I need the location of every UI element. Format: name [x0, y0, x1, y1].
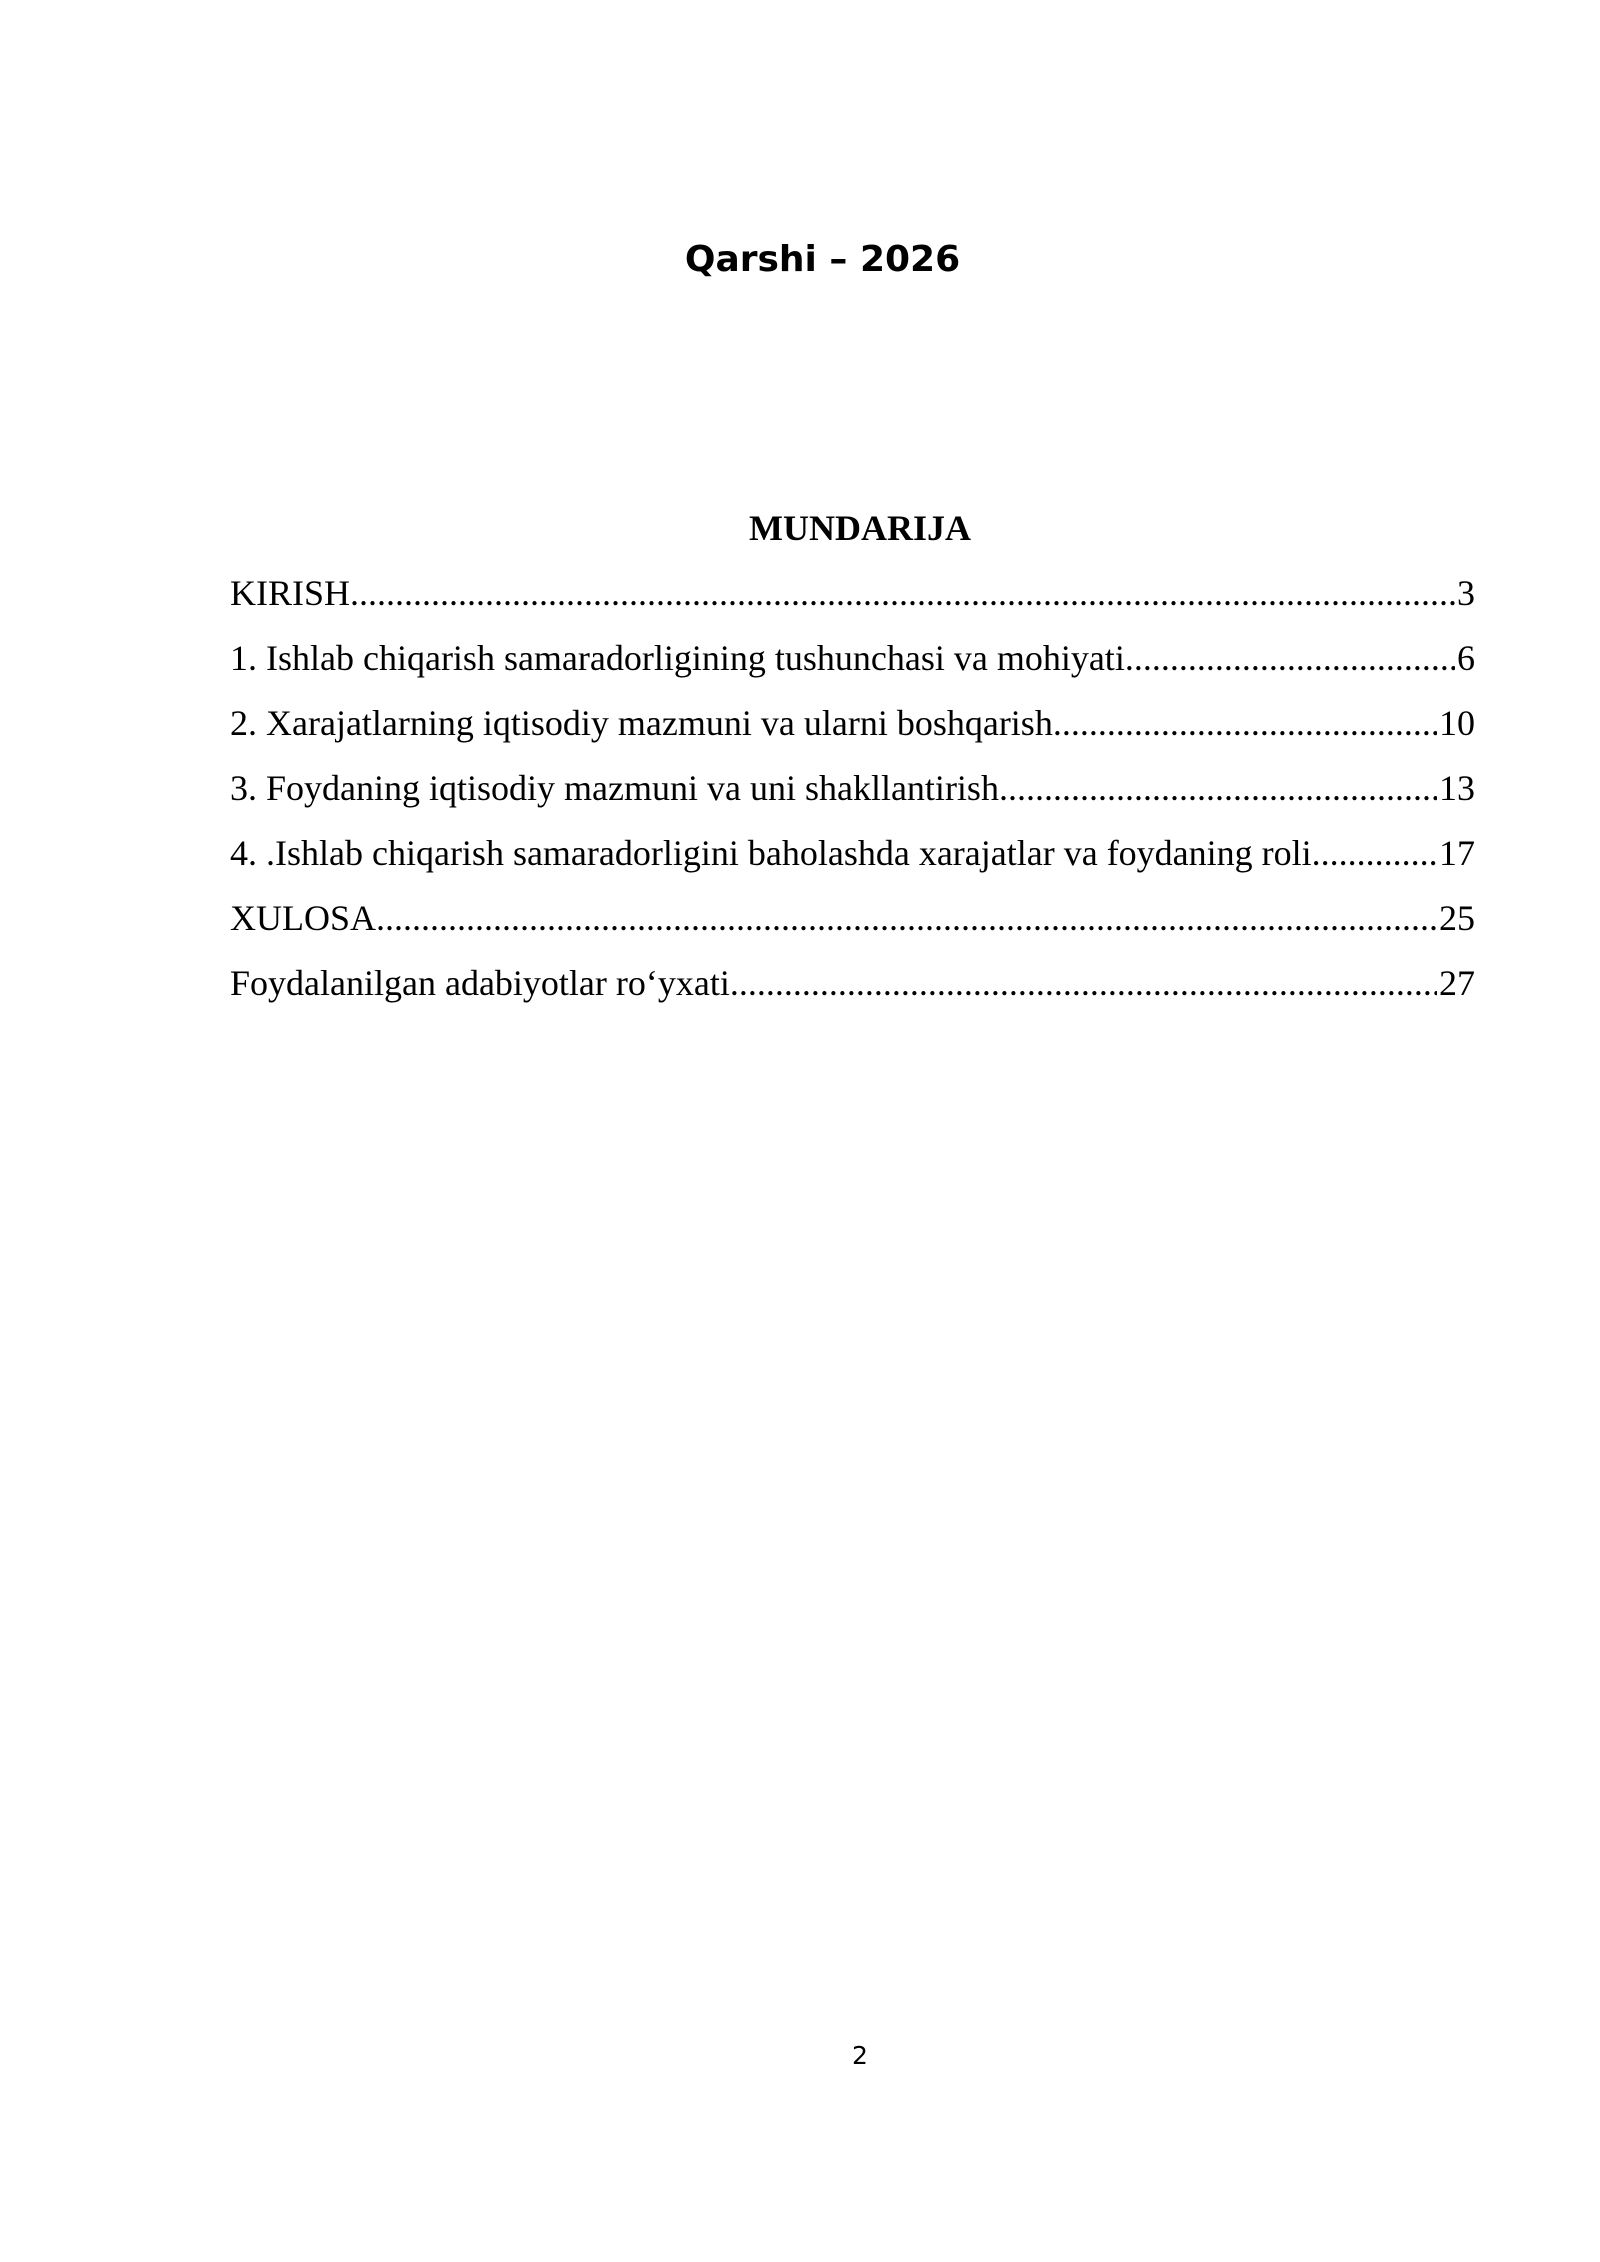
toc-item-page: 6 — [1457, 638, 1475, 678]
toc-title: MUNDARIJA — [749, 508, 971, 548]
toc-dot-leader — [1053, 695, 1437, 751]
city-year-heading: Qarshi – 2026 — [684, 239, 961, 280]
toc-dot-leader — [376, 890, 1437, 946]
toc-item-page: 13 — [1439, 768, 1475, 808]
toc-item-page: 25 — [1439, 898, 1475, 938]
toc-item-label: Foydalanilgan adabiyotlar ro‘yxati — [230, 963, 730, 1003]
toc-item-chapter-3 — [230, 760, 1475, 825]
toc-dot-leader — [350, 565, 1455, 621]
toc-item-page: 3 — [1457, 573, 1475, 613]
toc-item-label: 1. Ishlab chiqarish samaradorligining tushunchasi va mohiyati — [230, 638, 1125, 678]
table-of-contents — [230, 565, 1475, 1020]
page-number: 2 — [852, 2041, 868, 2070]
toc-item-references — [230, 955, 1475, 1020]
toc-item-chapter-1 — [230, 630, 1475, 695]
toc-item-label: KIRISH — [230, 573, 351, 613]
toc-dot-leader — [1312, 825, 1437, 881]
toc-item-page: 27 — [1439, 963, 1475, 1003]
toc-item-kirish — [230, 565, 1475, 630]
toc-item-label: 3. Foydaning iqtisodiy mazmuni va uni shakllantirish — [230, 768, 999, 808]
toc-dot-leader — [730, 955, 1437, 1011]
toc-item-chapter-2 — [230, 695, 1475, 760]
toc-item-label: 2. Xarajatlarning iqtisodiy mazmuni va ularni boshqarish — [230, 703, 1053, 743]
toc-dot-leader — [1125, 630, 1455, 686]
toc-item-xulosa — [230, 890, 1475, 955]
toc-item-page: 10 — [1439, 703, 1475, 743]
toc-item-label: XULOSA — [230, 898, 377, 938]
toc-dot-leader — [999, 760, 1437, 816]
toc-item-page: 17 — [1439, 833, 1475, 873]
toc-item-label: 4. .Ishlab chiqarish samaradorligini baholashda xarajatlar va foydaning roli — [230, 833, 1312, 873]
toc-item-chapter-4 — [230, 825, 1475, 890]
